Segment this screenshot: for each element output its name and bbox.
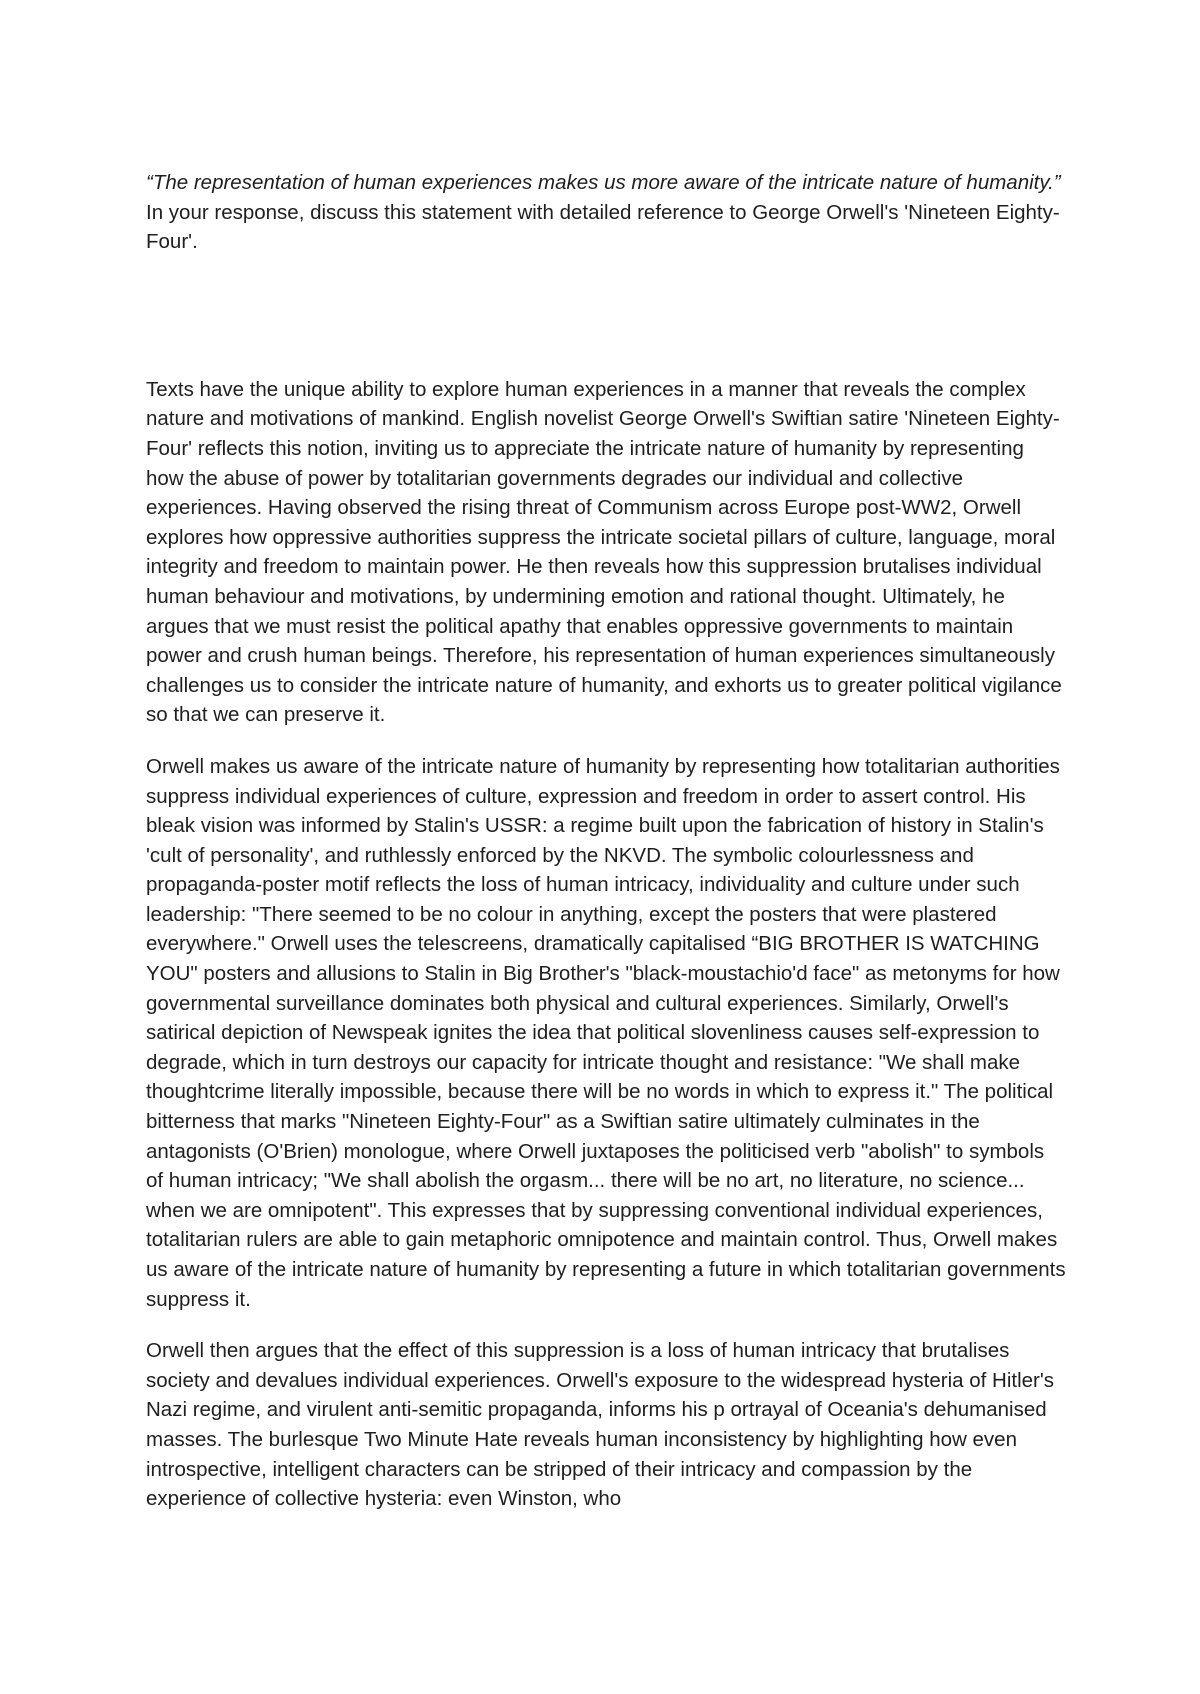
- paragraph-introduction: Texts have the unique ability to explore human experiences in a manner that reveals the complex nature and motivations of mankind. English novelist George Orwell's Swiftian satire 'Nineteen Eighty-Four' reflects this notion, inviting us to appreciate the intricate nature of humanity by representing how the abuse of power by totalitarian governments degrades our individual and collective experiences. Having observed the rising threat of Communism across Europe post-WW2, Orwell explores how oppressive authorities suppress the intricate societal pillars of culture, language, moral integrity and freedom to maintain power. He then reveals how this suppression brutalises individual human behaviour and motivations, by undermining emotion and rational thought. Ultimately, he argues that we must resist the political apathy that enables oppressive governments to maintain power and crush human beings. Therefore, his representation of human experiences simultaneously challenges us to consider the intricate nature of humanity, and exhorts us to greater political vigilance so that we can preserve it.: [146, 377, 1062, 727]
- prompt-quote: “The representation of human experiences makes us more aware of the intricate nature of humanity.”: [146, 171, 1061, 194]
- paragraph-body-2: Orwell then argues that the effect of this suppression is a loss of human intricacy that brutalises society and devalues individual experiences. Orwell's exposure to the widespread hysteria of Hitler's Nazi regime, and virulent anti-semitic propaganda, informs his p ortrayal of Oceania's dehumanised masses. The burlesque Two Minute Hate reveals human inconsistency by highlighting how even introspective, intelligent characters can be stripped of their intricacy and compassion by the experience of collective hysteria: even Winston, who: [146, 1339, 1055, 1511]
- document-body: [146, 168, 1066, 1514]
- prompt-instruction: In your response, discuss this statement with detailed reference to George Orwell's 'Nineteen Eighty-Four'.: [146, 200, 1060, 254]
- essay-prompt: [146, 168, 1066, 257]
- paragraph-body-1: Orwell makes us aware of the intricate nature of humanity by representing how totalitarian authorities suppress individual experiences of culture, expression and freedom in order to assert control. His bleak vision was informed by Stalin's USSR: a regime built upon the fabrication of history in Stalin's 'cult of personality', and ruthlessly enforced by the NKVD. The symbolic colourlessness and propaganda-poster motif reflects the loss of human intricacy, individuality and culture under such leadership: "There seemed to be no colour in anything, except the posters that were plastered everywhere." Orwell uses the telescreens, dramatically capitalised “BIG BROTHER IS WATCHING YOU" posters and allusions to Stalin in Big Brother's "black-moustachio'd face" as metonyms for how governmental surveillance dominates both physical and cultural experiences. Similarly, Orwell's satirical depiction of Newspeak ignites the idea that political slovenliness causes self-expression to degrade, which in turn destroys our capacity for intricate thought and resistance: "We shall make thoughtcrime literally impossible, because there will be no words in which to express it." The political bitterness that marks "Nineteen Eighty-Four" as a Swiftian satire ultimately culminates in the antagonists (O'Brien) monologue, where Orwell juxtaposes the politicised verb "abolish" to symbols of human intricacy; "We shall abolish the orgasm... there will be no art, no literature, no science... when we are omnipotent". This expresses that by suppressing conventional individual experiences, totalitarian rulers are able to gain metaphoric omnipotence and maintain control. Thus, Orwell makes us aware of the intricate nature of humanity by representing a future in which totalitarian governments suppress it.: [146, 754, 1066, 1311]
